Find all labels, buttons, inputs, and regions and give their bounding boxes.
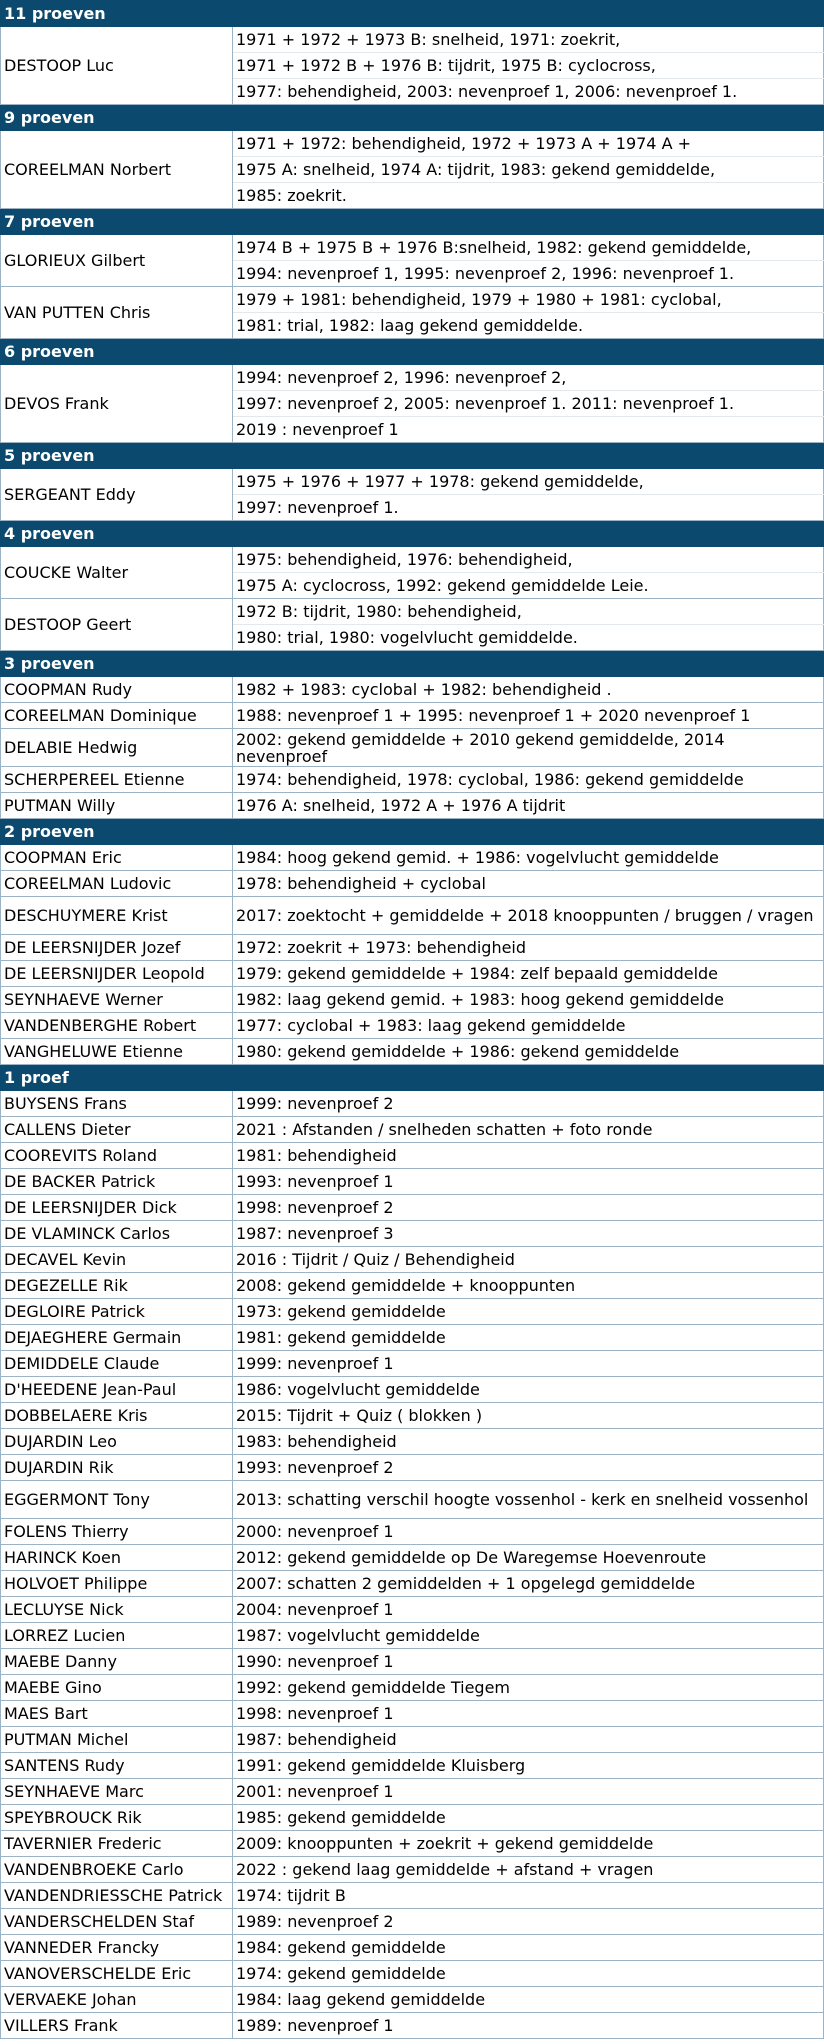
participant-name: DE BACKER Patrick xyxy=(1,1169,233,1195)
table-row xyxy=(1,987,824,1013)
table-row xyxy=(1,365,824,391)
participant-name: DE LEERSNIJDER Leopold xyxy=(1,961,233,987)
participant-name: VANGHELUWE Etienne xyxy=(1,1039,233,1065)
event-description: 1990: nevenproef 1 xyxy=(233,1649,824,1675)
event-description: 1975 + 1976 + 1977 + 1978: gekend gemiddelde, xyxy=(233,469,824,495)
event-description: 1971 + 1972: behendigheid, 1972 + 1973 A + 1974 A + xyxy=(233,131,824,157)
event-description: 1980: gekend gemiddelde + 1986: gekend gemiddelde xyxy=(233,1039,824,1065)
participant-name: VANDENBROEKE Carlo xyxy=(1,1857,233,1883)
table-row xyxy=(1,235,824,261)
table-row xyxy=(1,1299,824,1325)
table-row xyxy=(1,871,824,897)
group-title: 4 proeven xyxy=(1,521,233,547)
participant-name: TAVERNIER Frederic xyxy=(1,1831,233,1857)
table-row xyxy=(1,1519,824,1545)
table-row xyxy=(1,1597,824,1623)
table-row xyxy=(1,897,824,935)
event-description: 1998: nevenproef 1 xyxy=(233,1701,824,1727)
group-title: 9 proeven xyxy=(1,105,233,131)
event-description: 1980: trial, 1980: vogelvlucht gemiddelde. xyxy=(233,625,824,651)
table-row xyxy=(1,1935,824,1961)
event-description: 1976 A: snelheid, 1972 A + 1976 A tijdrit xyxy=(233,793,824,819)
event-description: 2021 : Afstanden / snelheden schatten + foto ronde xyxy=(233,1117,824,1143)
group-header-blank xyxy=(233,819,824,845)
group-header-blank xyxy=(233,1,824,27)
table-row xyxy=(1,1909,824,1935)
table-row xyxy=(1,1247,824,1273)
event-description: 2001: nevenproef 1 xyxy=(233,1779,824,1805)
group-header-blank xyxy=(233,105,824,131)
table-row xyxy=(1,547,824,573)
participant-name: DEMIDDELE Claude xyxy=(1,1351,233,1377)
event-description: 1992: gekend gemiddelde Tiegem xyxy=(233,1675,824,1701)
table-row xyxy=(1,1403,824,1429)
participant-name: SEYNHAEVE Werner xyxy=(1,987,233,1013)
table-row xyxy=(1,1039,824,1065)
table-row xyxy=(1,703,824,729)
event-description: 1991: gekend gemiddelde Kluisberg xyxy=(233,1753,824,1779)
event-description: 1987: vogelvlucht gemiddelde xyxy=(233,1623,824,1649)
event-description: 1973: gekend gemiddelde xyxy=(233,1299,824,1325)
table-row xyxy=(1,793,824,819)
event-description: 1981: trial, 1982: laag gekend gemiddelde. xyxy=(233,313,824,339)
participant-name: SPEYBROUCK Rik xyxy=(1,1805,233,1831)
participant-name: DELABIE Hedwig xyxy=(1,729,233,767)
participant-name: VANDENBERGHE Robert xyxy=(1,1013,233,1039)
table-row xyxy=(1,469,824,495)
participant-name: COREELMAN Norbert xyxy=(1,131,233,209)
event-description: 1974 B + 1975 B + 1976 B:snelheid, 1982: gekend gemiddelde, xyxy=(233,235,824,261)
event-description: 1993: nevenproef 2 xyxy=(233,1455,824,1481)
participant-name: DUJARDIN Leo xyxy=(1,1429,233,1455)
event-description: 1974: behendigheid, 1978: cyclobal, 1986: gekend gemiddelde xyxy=(233,767,824,793)
participant-name: COREELMAN Ludovic xyxy=(1,871,233,897)
table-row xyxy=(1,1701,824,1727)
event-description: 1971 + 1972 + 1973 B: snelheid, 1971: zoekrit, xyxy=(233,27,824,53)
participant-name: COREELMAN Dominique xyxy=(1,703,233,729)
group-header-row xyxy=(1,1065,824,1091)
group-header-row xyxy=(1,819,824,845)
event-description: 1984: gekend gemiddelde xyxy=(233,1935,824,1961)
event-description: 1971 + 1972 B + 1976 B: tijdrit, 1975 B: cyclocross, xyxy=(233,53,824,79)
participant-name: SEYNHAEVE Marc xyxy=(1,1779,233,1805)
group-header-blank xyxy=(233,443,824,469)
participant-name: SERGEANT Eddy xyxy=(1,469,233,521)
event-description: 1978: behendigheid + cyclobal xyxy=(233,871,824,897)
table-row xyxy=(1,767,824,793)
participant-name: MAEBE Gino xyxy=(1,1675,233,1701)
table-row xyxy=(1,1961,824,1987)
event-description: 1997: nevenproef 2, 2005: nevenproef 1. 2011: nevenproef 1. xyxy=(233,391,824,417)
event-description: 1975 A: cyclocross, 1992: gekend gemiddelde Leie. xyxy=(233,573,824,599)
participant-name: DE VLAMINCK Carlos xyxy=(1,1221,233,1247)
event-description: 1987: nevenproef 3 xyxy=(233,1221,824,1247)
group-header-blank xyxy=(233,209,824,235)
group-header-blank xyxy=(233,651,824,677)
participant-name: MAEBE Danny xyxy=(1,1649,233,1675)
table-row xyxy=(1,1325,824,1351)
event-description: 1974: gekend gemiddelde xyxy=(233,1961,824,1987)
table-row xyxy=(1,1727,824,1753)
participant-name: PUTMAN Willy xyxy=(1,793,233,819)
event-description: 1985: zoekrit. xyxy=(233,183,824,209)
table-row xyxy=(1,677,824,703)
group-header-row xyxy=(1,521,824,547)
participant-name: D'HEEDENE Jean-Paul xyxy=(1,1377,233,1403)
group-title: 6 proeven xyxy=(1,339,233,365)
table-row xyxy=(1,1481,824,1519)
event-description: 1975 A: snelheid, 1974 A: tijdrit, 1983: gekend gemiddelde, xyxy=(233,157,824,183)
group-header-row xyxy=(1,443,824,469)
event-description: 1998: nevenproef 2 xyxy=(233,1195,824,1221)
participant-name: HOLVOET Philippe xyxy=(1,1571,233,1597)
group-title: 1 proef xyxy=(1,1065,233,1091)
group-header-row xyxy=(1,105,824,131)
event-description: 1986: vogelvlucht gemiddelde xyxy=(233,1377,824,1403)
participant-name: SCHERPEREEL Etienne xyxy=(1,767,233,793)
participant-name: DECAVEL Kevin xyxy=(1,1247,233,1273)
participant-name: DOBBELAERE Kris xyxy=(1,1403,233,1429)
table-row xyxy=(1,1273,824,1299)
table-row xyxy=(1,1753,824,1779)
group-header-blank xyxy=(233,1065,824,1091)
participant-name: VANNEDER Francky xyxy=(1,1935,233,1961)
table-row xyxy=(1,599,824,625)
table-row xyxy=(1,1455,824,1481)
participant-name: SANTENS Rudy xyxy=(1,1753,233,1779)
participant-name: DEGLOIRE Patrick xyxy=(1,1299,233,1325)
event-description: 1984: laag gekend gemiddelde xyxy=(233,1987,824,2013)
winners-table-body xyxy=(1,1,824,2039)
event-description: 1982: laag gekend gemid. + 1983: hoog gekend gemiddelde xyxy=(233,987,824,1013)
group-header-blank xyxy=(233,339,824,365)
table-row xyxy=(1,1221,824,1247)
table-row xyxy=(1,1091,824,1117)
participant-name: DESTOOP Geert xyxy=(1,599,233,651)
participant-name: EGGERMONT Tony xyxy=(1,1481,233,1519)
participant-name: COOPMAN Eric xyxy=(1,845,233,871)
event-description: 1997: nevenproef 1. xyxy=(233,495,824,521)
table-row xyxy=(1,845,824,871)
event-description: 2000: nevenproef 1 xyxy=(233,1519,824,1545)
group-title: 3 proeven xyxy=(1,651,233,677)
event-description: 2015: Tijdrit + Quiz ( blokken ) xyxy=(233,1403,824,1429)
participant-name: DEGEZELLE Rik xyxy=(1,1273,233,1299)
event-description: 2013: schatting verschil hoogte vossenhol - kerk en snelheid vossenhol xyxy=(233,1481,824,1519)
group-title: 7 proeven xyxy=(1,209,233,235)
event-description: 1979: gekend gemiddelde + 1984: zelf bepaald gemiddelde xyxy=(233,961,824,987)
table-row xyxy=(1,1571,824,1597)
participant-name: HARINCK Koen xyxy=(1,1545,233,1571)
table-row xyxy=(1,1779,824,1805)
group-header-row xyxy=(1,651,824,677)
participant-name: COUCKE Walter xyxy=(1,547,233,599)
event-description: 1972: zoekrit + 1973: behendigheid xyxy=(233,935,824,961)
event-description: 1994: nevenproef 1, 1995: nevenproef 2, 1996: nevenproef 1. xyxy=(233,261,824,287)
event-description: 1989: nevenproef 2 xyxy=(233,1909,824,1935)
event-description: 1979 + 1981: behendigheid, 1979 + 1980 + 1981: cyclobal, xyxy=(233,287,824,313)
participant-name: CALLENS Dieter xyxy=(1,1117,233,1143)
event-description: 1988: nevenproef 1 + 1995: nevenproef 1 + 2020 nevenproef 1 xyxy=(233,703,824,729)
event-description: 1985: gekend gemiddelde xyxy=(233,1805,824,1831)
event-description: 2009: knooppunten + zoekrit + gekend gemiddelde xyxy=(233,1831,824,1857)
event-description: 1993: nevenproef 1 xyxy=(233,1169,824,1195)
group-header-row xyxy=(1,209,824,235)
event-description: 1999: nevenproef 1 xyxy=(233,1351,824,1377)
table-row xyxy=(1,961,824,987)
event-description: 1983: behendigheid xyxy=(233,1429,824,1455)
table-row xyxy=(1,131,824,157)
event-description: 1975: behendigheid, 1976: behendigheid, xyxy=(233,547,824,573)
group-header-row xyxy=(1,339,824,365)
participant-name: VILLERS Frank xyxy=(1,2013,233,2039)
table-row xyxy=(1,1831,824,1857)
participant-name: DUJARDIN Rik xyxy=(1,1455,233,1481)
event-description: 1989: nevenproef 1 xyxy=(233,2013,824,2039)
table-row xyxy=(1,1169,824,1195)
participant-name: LORREZ Lucien xyxy=(1,1623,233,1649)
table-row xyxy=(1,729,824,767)
event-description: 1994: nevenproef 2, 1996: nevenproef 2, xyxy=(233,365,824,391)
table-row xyxy=(1,1143,824,1169)
participant-name: DEVOS Frank xyxy=(1,365,233,443)
table-row xyxy=(1,1013,824,1039)
table-row xyxy=(1,287,824,313)
table-row xyxy=(1,1377,824,1403)
event-description: 2012: gekend gemiddelde op De Waregemse Hoevenroute xyxy=(233,1545,824,1571)
participant-name: DESTOOP Luc xyxy=(1,27,233,105)
participant-name: GLORIEUX Gilbert xyxy=(1,235,233,287)
group-title: 5 proeven xyxy=(1,443,233,469)
table-row xyxy=(1,2013,824,2039)
participant-name: VANOVERSCHELDE Eric xyxy=(1,1961,233,1987)
table-row xyxy=(1,1857,824,1883)
table-row xyxy=(1,1883,824,1909)
table-row xyxy=(1,1623,824,1649)
participant-name: VANDENDRIESSCHE Patrick xyxy=(1,1883,233,1909)
participant-name: VERVAEKE Johan xyxy=(1,1987,233,2013)
group-title: 2 proeven xyxy=(1,819,233,845)
table-row xyxy=(1,1545,824,1571)
event-description: 2007: schatten 2 gemiddelden + 1 opgelegd gemiddelde xyxy=(233,1571,824,1597)
event-description: 1981: gekend gemiddelde xyxy=(233,1325,824,1351)
event-description: 1981: behendigheid xyxy=(233,1143,824,1169)
event-description: 2017: zoektocht + gemiddelde + 2018 knooppunten / bruggen / vragen xyxy=(233,897,824,935)
participant-name: COOPMAN Rudy xyxy=(1,677,233,703)
table-row xyxy=(1,1195,824,1221)
table-row xyxy=(1,1649,824,1675)
event-description: 2004: nevenproef 1 xyxy=(233,1597,824,1623)
participant-name: LECLUYSE Nick xyxy=(1,1597,233,1623)
event-description: 1999: nevenproef 2 xyxy=(233,1091,824,1117)
participant-name: DE LEERSNIJDER Jozef xyxy=(1,935,233,961)
participant-name: PUTMAN Michel xyxy=(1,1727,233,1753)
group-header-row xyxy=(1,1,824,27)
table-row xyxy=(1,1351,824,1377)
event-description: 1982 + 1983: cyclobal + 1982: behendigheid . xyxy=(233,677,824,703)
event-description: 1977: cyclobal + 1983: laag gekend gemiddelde xyxy=(233,1013,824,1039)
table-row xyxy=(1,1117,824,1143)
table-row xyxy=(1,1987,824,2013)
participant-name: FOLENS Thierry xyxy=(1,1519,233,1545)
event-description: 1984: hoog gekend gemid. + 1986: vogelvlucht gemiddelde xyxy=(233,845,824,871)
group-title: 11 proeven xyxy=(1,1,233,27)
participant-name: BUYSENS Frans xyxy=(1,1091,233,1117)
table-row xyxy=(1,1429,824,1455)
table-row xyxy=(1,935,824,961)
event-description: 2022 : gekend laag gemiddelde + afstand + vragen xyxy=(233,1857,824,1883)
event-description: 2008: gekend gemiddelde + knooppunten xyxy=(233,1273,824,1299)
event-description: 2002: gekend gemiddelde + 2010 gekend gemiddelde, 2014 nevenproef xyxy=(233,729,824,767)
participant-name: VAN PUTTEN Chris xyxy=(1,287,233,339)
participant-name: DESCHUYMERE Krist xyxy=(1,897,233,935)
participant-name: DE LEERSNIJDER Dick xyxy=(1,1195,233,1221)
table-row xyxy=(1,1675,824,1701)
group-header-blank xyxy=(233,521,824,547)
table-row xyxy=(1,1805,824,1831)
participant-name: COOREVITS Roland xyxy=(1,1143,233,1169)
participant-name: MAES Bart xyxy=(1,1701,233,1727)
participant-name: DEJAEGHERE Germain xyxy=(1,1325,233,1351)
participant-name: VANDERSCHELDEN Staf xyxy=(1,1909,233,1935)
event-description: 1972 B: tijdrit, 1980: behendigheid, xyxy=(233,599,824,625)
table-row xyxy=(1,27,824,53)
event-description: 1974: tijdrit B xyxy=(233,1883,824,1909)
event-description: 1987: behendigheid xyxy=(233,1727,824,1753)
event-description: 2019 : nevenproef 1 xyxy=(233,417,824,443)
event-description: 2016 : Tijdrit / Quiz / Behendigheid xyxy=(233,1247,824,1273)
event-description: 1977: behendigheid, 2003: nevenproef 1, 2006: nevenproef 1. xyxy=(233,79,824,105)
